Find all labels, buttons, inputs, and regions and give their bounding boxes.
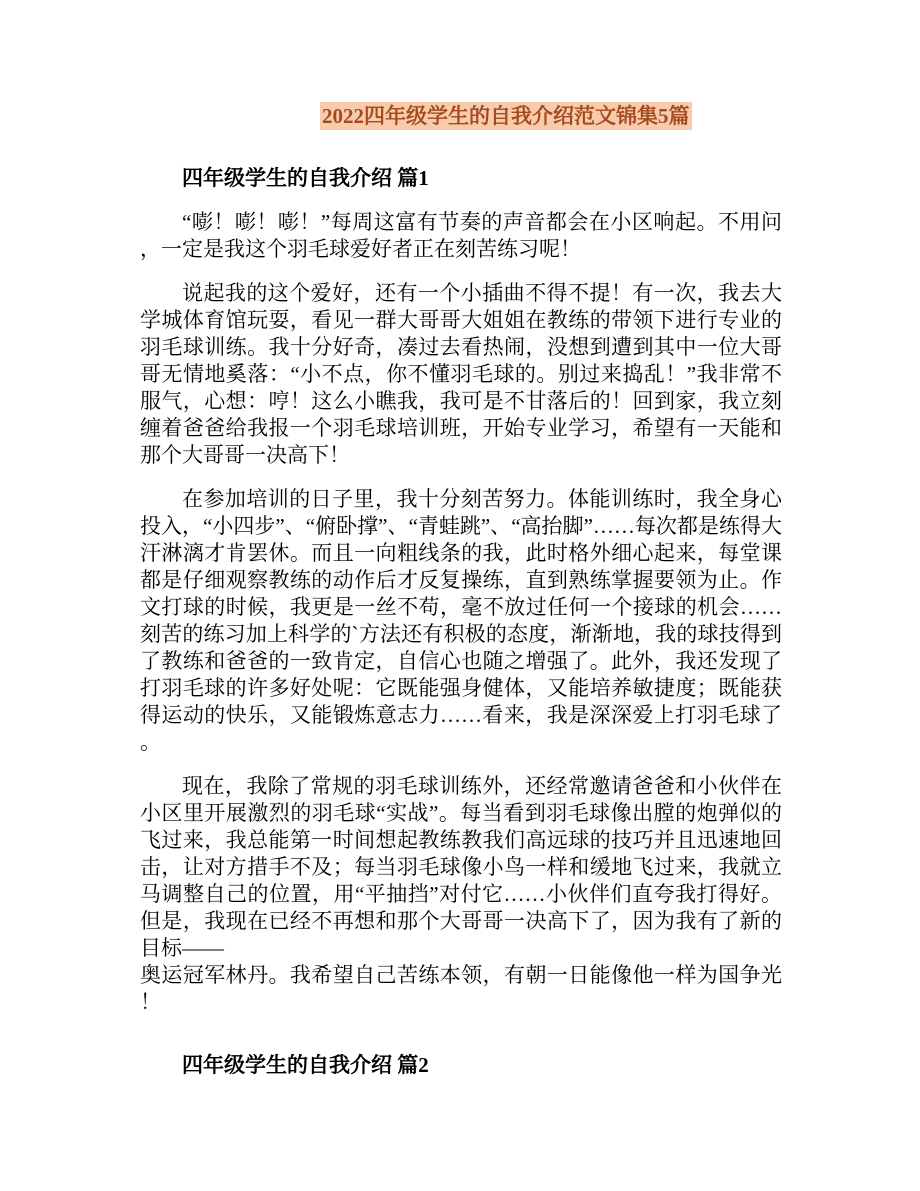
- section-1-paragraph-2: 说起我的这个爱好，还有一个小插曲不得不提！有一次，我去大学城体育馆玩耍，看见一群大哥哥大姐姐在教练的带领下进行专业的羽毛球训练。我十分好奇，凑过去看热闹，没想到遭到其中一位大哥哥无情地奚落：“小不点，你不懂羽毛球的。别过来捣乱！”我非常不服气，心想：哼！这么小瞧我，我可是不甘落后的！回到家，我立刻缠着爸爸给我报一个羽毛球培训班，开始专业学习，希望有一天能和那个大哥哥一决高下！: [140, 281, 782, 467]
- section-1-paragraph-1: “嘭！嘭！嘭！”每周这富有节奏的声音都会在小区响起。不用问，一定是我这个羽毛球爱好者正在刻苦练习呢！: [140, 210, 782, 261]
- document-title-row: [320, 103, 782, 132]
- document-title: 2022四年级学生的自我介绍范文锦集5篇: [322, 104, 690, 128]
- section-2-heading: 四年级学生的自我介绍 篇2: [182, 1053, 429, 1077]
- section-1-paragraph-5: 奥运冠军林丹。我希望自己苦练本领，有朝一日能像他一样为国争光！: [140, 963, 782, 1014]
- section-1-heading: 四年级学生的自我介绍 篇1: [182, 166, 429, 190]
- section-1-paragraph-3: 在参加培训的日子里，我十分刻苦努力。体能训练时，我全身心投入，“小四步”、“俯卧撑”、“青蛙跳”、“高抬脚”……每次都是练得大汗淋漓才肯罢休。而且一向粗线条的我，此时格外细心起来，每堂课都是仔细观察教练的动作后才反复操练，直到熟练掌握要领为止。作文打球的时候，我更是一丝不苟，毫不放过任何一个接球的机会……刻苦的练习加上科学的`方法还有积极的态度，渐渐地，我的球技得到了教练和爸爸的一致肯定，自信心也随之增强了。此外，我还发现了打羽毛球的许多好处呢：它既能强身健体，又能培养敏捷度；既能获得运动的快乐，又能锻炼意志力……看来，我是深深爱上打羽毛球了。: [140, 487, 782, 754]
- section-1-paragraph-4: 现在，我除了常规的羽毛球训练外，还经常邀请爸爸和小伙伴在小区里开展激烈的羽毛球“实战”。每当看到羽毛球像出膛的炮弹似的飞过来，我总能第一时间想起教练教我们高远球的技巧并且迅速地回击，让对方措手不及；每当羽毛球像小鸟一样和缓地飞过来，我就立马调整自己的位置，用“平抽挡”对付它……小伙伴们直夸我打得好。但是，我现在已经不再想和那个大哥哥一决高下了，因为我有了新的目标——: [140, 774, 782, 960]
